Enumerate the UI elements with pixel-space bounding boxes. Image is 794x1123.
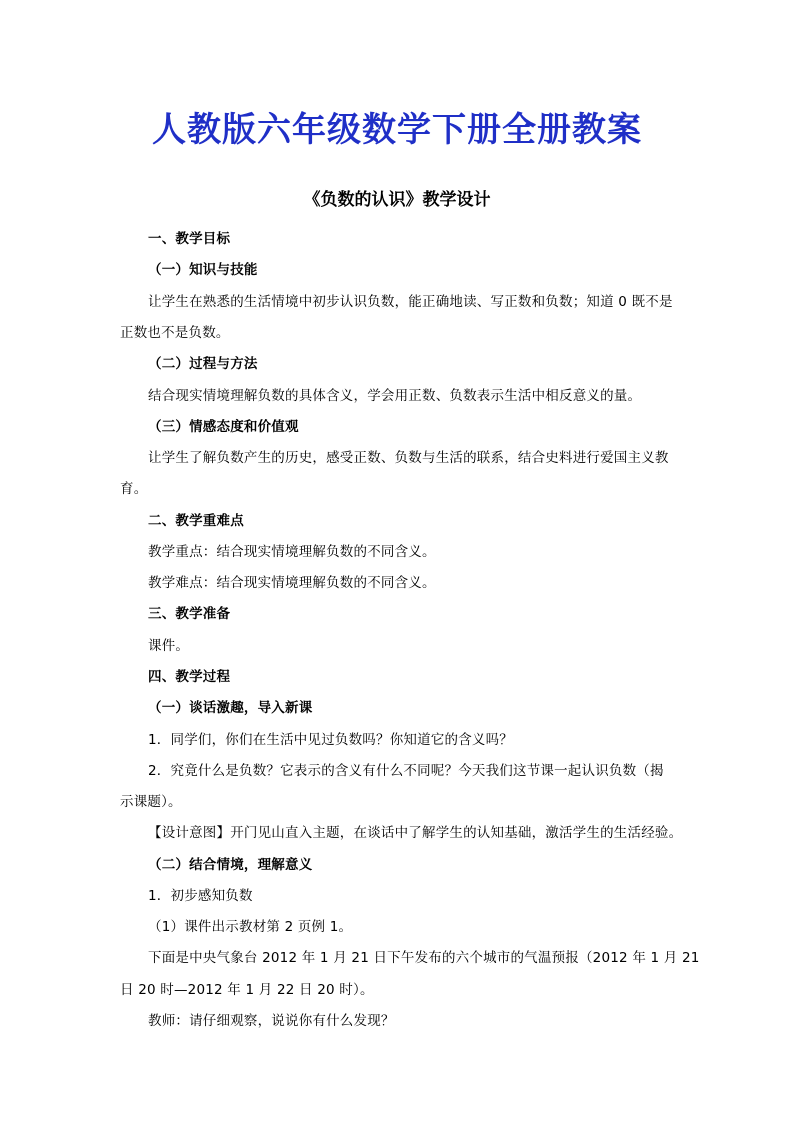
paragraph-line: 下面是中央气象台 2012 年 1 月 21 日下午发布的六个城市的气温预报（2012 年 1 月 21 <box>148 950 700 966</box>
paragraph-line: （1）课件出示教材第 2 页例 1。 <box>148 919 353 935</box>
design-intent-note: 【设计意图】开门见山直入主题，在谈话中了解学生的认知基础，激活学生的生活经验。 <box>148 825 683 841</box>
section-heading-procedure: 四、教学过程 <box>148 669 231 685</box>
subsection-heading-attitude: （三）情感态度和价值观 <box>148 419 299 435</box>
subsection-heading-process: （二）过程与方法 <box>148 356 258 372</box>
paragraph-line: 1．初步感知负数 <box>148 888 253 904</box>
subsection-heading-knowledge: （一）知识与技能 <box>148 262 258 278</box>
paragraph-line: 1．同学们，你们在生活中见过负数吗？你知道它的含义吗？ <box>148 732 513 748</box>
subsection-heading-introduction: （一）谈话激趣，导入新课 <box>148 700 313 716</box>
document-main-title: 人教版六年级数学下册全册教案 <box>152 110 642 150</box>
section-heading-key-points: 二、教学重难点 <box>148 513 244 529</box>
section-heading-preparation: 三、教学准备 <box>148 606 231 622</box>
paragraph-line: 结合现实情境理解负数的具体含义，学会用正数、负数表示生活中相反意义的量。 <box>148 388 642 404</box>
paragraph-line: 育。 <box>120 481 148 497</box>
paragraph-line: 课件。 <box>148 638 190 654</box>
paragraph-line: 日 20 时—2012 年 1 月 22 日 20 时）。 <box>120 982 374 998</box>
paragraph-line: 教学重点：结合现实情境理解负数的不同含义。 <box>148 544 436 560</box>
paragraph-line: 2．究竟什么是负数？它表示的含义有什么不同呢？今天我们这节课一起认识负数（揭 <box>148 763 664 779</box>
paragraph-line: 让学生了解负数产生的历史，感受正数、负数与生活的联系，结合史料进行爱国主义教 <box>148 450 669 466</box>
subsection-heading-context: （二）结合情境，理解意义 <box>148 857 313 873</box>
lesson-title: 《负数的认识》教学设计 <box>303 190 491 210</box>
paragraph-line: 教师：请仔细观察，说说你有什么发现？ <box>148 1013 395 1029</box>
paragraph-line: 教学难点：结合现实情境理解负数的不同含义。 <box>148 575 436 591</box>
section-heading-objectives: 一、教学目标 <box>148 231 231 247</box>
paragraph-line: 让学生在熟悉的生活情境中初步认识负数，能正确地读、写正数和负数；知道 0 既不是 <box>148 294 673 310</box>
paragraph-line: 示课题）。 <box>120 794 182 810</box>
paragraph-line: 正数也不是负数。 <box>120 325 230 341</box>
